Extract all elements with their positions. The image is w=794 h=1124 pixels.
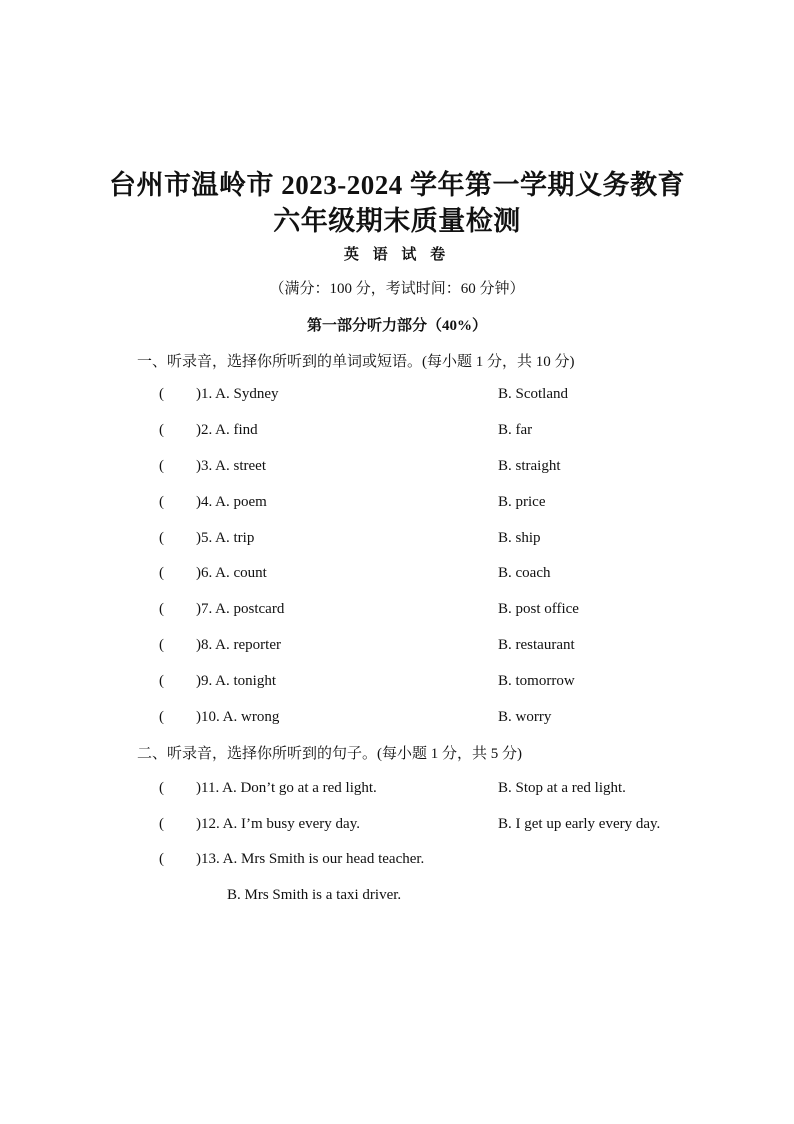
answer-bracket[interactable]: ( (159, 458, 164, 474)
question-row (0, 637, 794, 661)
question-option-a: )5. A. trip (196, 530, 255, 546)
exam-subject: 英 语 试 卷 (343, 247, 451, 263)
score-info: （满分：100 分，考试时间：60 分钟） (269, 281, 525, 297)
question-option-b: B. I get up early every day. (498, 816, 661, 832)
question-row (0, 530, 794, 554)
question-row (0, 601, 794, 625)
exam-title-line2: 六年级期末质量检测 (273, 206, 521, 236)
question-row (0, 494, 794, 518)
question-option-b: B. ship (498, 530, 541, 546)
question-option-b: B. tomorrow (498, 673, 575, 689)
question-option-a: )12. A. I’m busy every day. (196, 816, 360, 832)
question-option-a: )6. A. count (196, 565, 267, 581)
question-row (0, 458, 794, 482)
section1-heading: 一、听录音，选择你所听到的单词或短语。(每小题 1 分，共 10 分) (137, 354, 575, 370)
question-option-a: )7. A. postcard (196, 601, 285, 617)
question-option-b: B. Scotland (498, 386, 568, 402)
question-option-b: B. restaurant (498, 637, 575, 653)
question-option-a: )10. A. wrong (196, 709, 280, 725)
section2-heading: 二、听录音，选择你所听到的句子。(每小题 1 分，共 5 分) (137, 746, 522, 762)
question-option-a: )2. A. find (196, 422, 258, 438)
answer-bracket[interactable]: ( (159, 386, 164, 402)
question-option-b: B. Stop at a red light. (498, 780, 626, 796)
question-row (0, 709, 794, 733)
answer-bracket[interactable]: ( (159, 673, 164, 689)
question-option-a: )8. A. reporter (196, 637, 281, 653)
question-option-b: B. coach (498, 565, 551, 581)
question-row (0, 816, 794, 840)
answer-bracket[interactable]: ( (159, 494, 164, 510)
answer-bracket[interactable]: ( (159, 780, 164, 796)
question-row (0, 565, 794, 589)
question-option-a: )3. A. street (196, 458, 266, 474)
exam-title-line1: 台州市温岭市 2023-2024 学年第一学期义务教育 (109, 170, 685, 200)
question-row (0, 673, 794, 697)
question-option-b: B. worry (498, 709, 552, 725)
question-option-a: )4. A. poem (196, 494, 267, 510)
answer-bracket[interactable]: ( (159, 422, 164, 438)
question-option-a: )1. A. Sydney (196, 386, 279, 402)
question-row (0, 780, 794, 804)
question-row (0, 386, 794, 410)
part1-heading: 第一部分听力部分（40%） (306, 318, 487, 334)
question-option-a: )11. A. Don’t go at a red light. (196, 780, 377, 796)
question-row (0, 422, 794, 446)
question-option-b: B. post office (498, 601, 579, 617)
answer-bracket[interactable]: ( (159, 601, 164, 617)
question-option-a: )9. A. tonight (196, 673, 277, 689)
question-option-b: B. Mrs Smith is a taxi driver. (227, 887, 402, 903)
answer-bracket[interactable]: ( (159, 565, 164, 581)
question-option-b: B. price (498, 494, 546, 510)
question-row (0, 851, 794, 875)
question-option-b: B. straight (498, 458, 561, 474)
answer-bracket[interactable]: ( (159, 637, 164, 653)
answer-bracket[interactable]: ( (159, 851, 164, 867)
answer-bracket[interactable]: ( (159, 709, 164, 725)
answer-bracket[interactable]: ( (159, 530, 164, 546)
question-option-b: B. far (498, 422, 533, 438)
answer-bracket[interactable]: ( (159, 816, 164, 832)
question-option-a: )13. A. Mrs Smith is our head teacher. (196, 851, 425, 867)
